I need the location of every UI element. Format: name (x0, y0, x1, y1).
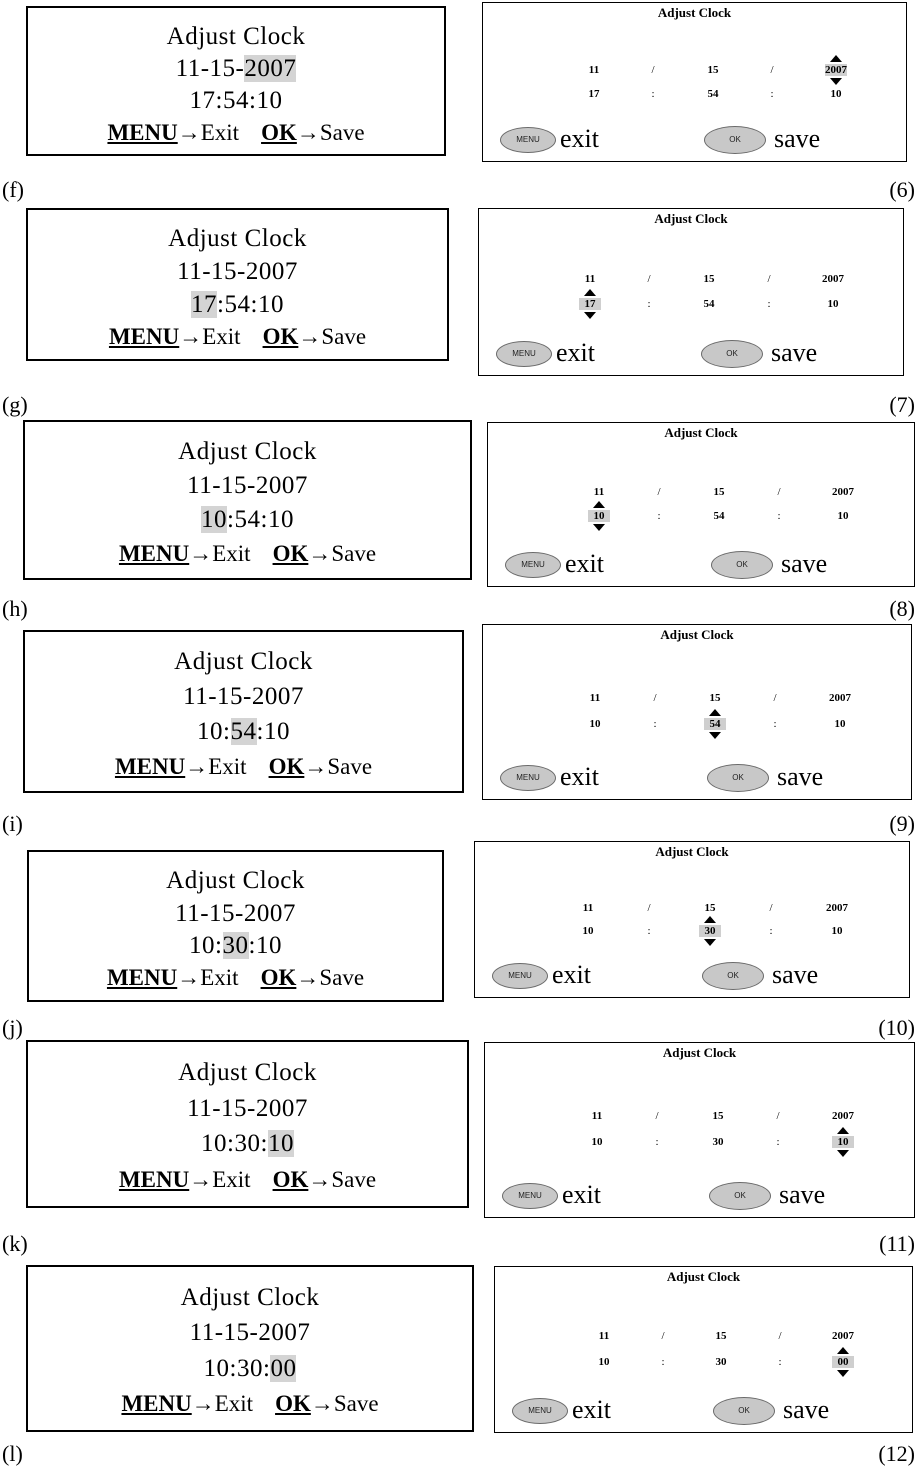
save-label: Save (331, 541, 377, 567)
screen-title: Adjust Clock (664, 425, 738, 440)
lcd-time-text: 10: (189, 932, 223, 960)
lcd-date (28, 1094, 467, 1124)
date-separator: / (767, 273, 771, 285)
menu-key-label: MENU (114, 753, 186, 779)
save-label: save (772, 960, 819, 989)
arrow-glyph: → (304, 753, 328, 779)
menu-button[interactable]: MENU (500, 127, 556, 153)
lcd-title (28, 224, 447, 254)
time-separator: : (769, 925, 773, 937)
lcd-title-text: Adjust Clock (178, 437, 317, 465)
lcd-time-highlight: 10 (201, 506, 228, 534)
date-separator: / (651, 64, 655, 76)
figure-caption-left: (f) (2, 177, 24, 202)
screen-title: Adjust Clock (660, 627, 734, 642)
up-arrow-icon[interactable] (584, 289, 596, 296)
lcd-date (29, 899, 442, 929)
lcd-date-highlight: 2007 (244, 55, 297, 82)
figure-caption-left: (j) (2, 1015, 23, 1040)
lcd-date-text: 11-15-2007 (187, 472, 308, 500)
figure-caption-left: (k) (2, 1231, 28, 1256)
save-label: save (771, 338, 818, 367)
down-arrow-icon[interactable] (704, 939, 716, 946)
date-separator: / (655, 1110, 659, 1122)
ok-button[interactable]: OK (702, 962, 764, 990)
lcd-footer (25, 752, 462, 782)
menu-key-label: MENU (118, 1167, 190, 1193)
date-separator: / (777, 486, 781, 498)
menu-key-label: MENU (108, 324, 180, 350)
screen-year-value: 2007 (822, 273, 844, 285)
date-separator: / (769, 902, 773, 914)
screen-year-value: 2007 (832, 486, 854, 498)
lcd-date (25, 682, 462, 712)
down-arrow-icon[interactable] (837, 1150, 849, 1157)
device-screen (484, 1042, 915, 1218)
lcd-title (29, 866, 442, 896)
screen-day-value: 15 (713, 486, 725, 498)
menu-key-label: MENU (118, 541, 190, 567)
time-separator: : (661, 1356, 665, 1368)
lcd-time-highlight: 00 (270, 1354, 297, 1382)
save-label: Save (331, 1167, 377, 1193)
figure-caption-right: (12) (878, 1441, 915, 1466)
lcd-time-text-after: :54:10 (227, 506, 294, 534)
arrow-glyph: → (191, 1391, 215, 1417)
device-screen (482, 2, 907, 162)
lcd-title-text: Adjust Clock (180, 1283, 320, 1311)
lcd-date (28, 257, 447, 287)
lcd-footer (28, 322, 447, 352)
screen-title: Adjust Clock (666, 1269, 741, 1284)
arrow-glyph: → (308, 1167, 332, 1193)
lcd-title (28, 1283, 472, 1313)
screen-second-value: 10 (834, 718, 846, 730)
lcd-title (25, 647, 462, 677)
time-separator: : (651, 88, 655, 100)
arrow-glyph: → (310, 1391, 334, 1417)
lcd-date-text: 11-15- (175, 55, 245, 82)
screen-title: Adjust Clock (655, 844, 729, 859)
screen-hour-value[interactable]: 17 (579, 298, 601, 310)
lcd-title-text: Adjust Clock (166, 867, 305, 895)
figure-caption-left: (g) (2, 392, 28, 417)
lcd-time-highlight: 17 (191, 290, 218, 318)
device-screen (482, 624, 912, 800)
lcd-title-text: Adjust Clock (178, 1058, 317, 1086)
lcd-footer (28, 118, 444, 148)
lcd-time-text: 10:30: (201, 1130, 268, 1158)
lcd-footer (28, 1165, 467, 1195)
exit-label: Exit (208, 753, 247, 779)
lcd-date (28, 1318, 472, 1348)
exit-label: exit (560, 762, 599, 791)
lcd-time (28, 1354, 472, 1384)
lcd-panel (27, 850, 444, 1002)
ok-button[interactable]: OK (709, 1182, 771, 1210)
menu-button[interactable]: MENU (505, 552, 561, 578)
date-separator: / (776, 1110, 780, 1122)
save-label: Save (321, 324, 367, 350)
date-separator: / (647, 902, 651, 914)
arrow-glyph: → (185, 753, 209, 779)
lcd-title-text: Adjust Clock (166, 23, 306, 50)
screen-year-value: 2007 (832, 1110, 854, 1122)
figure-caption-right: (10) (878, 1015, 915, 1040)
date-separator: / (653, 692, 657, 704)
lcd-date-text: 11-15-2007 (183, 682, 304, 710)
save-label: Save (319, 965, 365, 991)
lcd-time-text-after: :10 (256, 717, 290, 745)
screen-month-value: 11 (588, 64, 600, 76)
screen-minute-value: 30 (712, 1136, 724, 1148)
save-label: save (777, 762, 824, 791)
exit-label: exit (565, 549, 604, 578)
time-separator: : (767, 298, 771, 310)
save-label: Save (333, 1391, 379, 1417)
time-separator: : (655, 1136, 659, 1148)
date-separator: / (647, 273, 651, 285)
lcd-time-highlight: 54 (230, 717, 257, 745)
time-separator: : (647, 298, 651, 310)
lcd-title-text: Adjust Clock (174, 648, 313, 676)
ok-button[interactable]: OK (704, 126, 766, 154)
lcd-panel (26, 6, 446, 156)
lcd-footer (28, 1389, 472, 1419)
lcd-panel (23, 420, 472, 580)
screen-year-value: 2007 (826, 902, 848, 914)
screen-title: Adjust Clock (662, 1045, 737, 1060)
up-arrow-icon[interactable] (704, 916, 716, 923)
time-separator: : (773, 718, 777, 730)
save-label: Save (327, 753, 373, 779)
menu-key-label: MENU (107, 120, 178, 145)
exit-label: Exit (212, 1167, 251, 1193)
screen-hour-value: 17 (588, 88, 600, 100)
lcd-time (28, 1129, 467, 1159)
down-arrow-icon[interactable] (830, 78, 842, 85)
lcd-date-text: 11-15-2007 (187, 1094, 308, 1122)
save-label: save (783, 1395, 830, 1424)
screen-day-value: 15 (715, 1330, 727, 1342)
figure-caption-left: (i) (2, 811, 23, 836)
ok-button[interactable]: OK (701, 340, 763, 368)
exit-label: Exit (200, 965, 239, 991)
menu-button[interactable]: MENU (500, 765, 556, 791)
lcd-title (25, 437, 470, 467)
screen-second-value: 10 (837, 510, 849, 522)
save-label: save (781, 549, 828, 578)
lcd-time-text: 17:54:10 (189, 87, 283, 114)
lcd-footer (25, 539, 470, 569)
screen-day-value: 15 (712, 1110, 724, 1122)
screen-title: Adjust Clock (654, 211, 728, 226)
screen-month-value: 11 (598, 1330, 610, 1342)
lcd-time (25, 717, 462, 747)
screen-hour-value: 10 (591, 1136, 603, 1148)
figure-caption-right: (9) (889, 811, 915, 836)
menu-button[interactable]: MENU (492, 963, 548, 989)
figure-caption-right: (8) (889, 596, 915, 621)
screen-minute-value: 54 (703, 298, 715, 310)
figure-caption-right: (6) (889, 177, 915, 202)
ok-key-label: OK (260, 965, 297, 991)
down-arrow-icon[interactable] (584, 312, 596, 319)
date-separator: / (657, 486, 661, 498)
screen-day-value: 15 (707, 64, 719, 76)
date-separator: / (773, 692, 777, 704)
screen-minute-value: 54 (713, 510, 725, 522)
up-arrow-icon[interactable] (593, 501, 605, 508)
device-screen (487, 422, 915, 587)
screen-second-value: 10 (831, 925, 843, 937)
lcd-date (25, 471, 470, 501)
screen-minute-value: 30 (715, 1356, 727, 1368)
screen-day-value: 15 (709, 692, 721, 704)
screen-minute-value: 54 (707, 88, 719, 100)
lcd-date-text: 11-15-2007 (175, 899, 296, 927)
screen-hour-value: 10 (589, 718, 601, 730)
ok-button[interactable]: OK (707, 764, 769, 792)
lcd-time-text-after: :10 (248, 932, 282, 960)
exit-label: exit (552, 960, 591, 989)
time-separator: : (647, 925, 651, 937)
lcd-time-highlight: 30 (222, 932, 249, 960)
lcd-time (28, 86, 444, 116)
time-separator: : (777, 510, 781, 522)
save-label: save (779, 1180, 826, 1209)
screen-minute-value[interactable]: 30 (699, 925, 721, 937)
time-separator: : (770, 88, 774, 100)
lcd-date-text: 11-15-2007 (177, 257, 298, 285)
lcd-panel (23, 630, 464, 793)
screen-second-value[interactable]: 10 (832, 1136, 854, 1148)
screen-month-value: 11 (584, 273, 596, 285)
screen-title: Adjust Clock (657, 5, 732, 20)
ok-button[interactable]: OK (711, 551, 773, 579)
screen-day-value: 15 (703, 273, 715, 285)
screen-hour-value: 10 (582, 925, 594, 937)
date-separator: / (770, 64, 774, 76)
lcd-time-text: 10: (197, 717, 231, 745)
time-separator: : (776, 1136, 780, 1148)
screen-month-value: 11 (593, 486, 605, 498)
figure-caption-left: (h) (2, 596, 28, 621)
screen-year-value: 2007 (829, 692, 851, 704)
exit-label: exit (572, 1395, 611, 1424)
screen-second-value: 10 (827, 298, 839, 310)
screen-second-value[interactable]: 00 (832, 1356, 854, 1368)
ok-key-label: OK (272, 1167, 309, 1193)
screen-month-value: 11 (582, 902, 594, 914)
arrow-glyph: → (298, 324, 322, 350)
save-label: save (774, 124, 821, 153)
device-screen (494, 1266, 913, 1433)
screen-month-value: 11 (591, 1110, 603, 1122)
arrow-glyph: → (177, 965, 201, 991)
ok-key-label: OK (275, 1391, 311, 1417)
lcd-panel (26, 208, 449, 361)
screen-hour-value[interactable]: 10 (588, 510, 610, 522)
arrow-glyph: → (189, 541, 213, 567)
lcd-footer (29, 963, 442, 993)
arrow-glyph: → (177, 120, 201, 145)
screen-year-value: 2007 (832, 1330, 854, 1342)
down-arrow-icon[interactable] (709, 732, 721, 739)
ok-key-label: OK (261, 120, 297, 145)
ok-key-label: OK (262, 324, 299, 350)
lcd-time-text-after: :54:10 (217, 290, 284, 318)
lcd-time (29, 931, 442, 961)
date-separator: / (778, 1330, 782, 1342)
screen-second-value: 10 (830, 88, 842, 100)
ok-key-label: OK (272, 541, 309, 567)
arrow-glyph: → (308, 541, 332, 567)
menu-key-label: MENU (106, 965, 178, 991)
device-screen (474, 841, 910, 998)
screen-month-value: 11 (589, 692, 601, 704)
lcd-title-text: Adjust Clock (168, 225, 307, 253)
arrow-glyph: → (189, 1167, 213, 1193)
exit-label: Exit (200, 120, 240, 145)
arrow-glyph: → (296, 120, 320, 145)
up-arrow-icon[interactable] (837, 1127, 849, 1134)
menu-button[interactable]: MENU (512, 1398, 568, 1424)
menu-key-label: MENU (121, 1391, 192, 1417)
exit-label: exit (562, 1180, 601, 1209)
lcd-time (28, 290, 447, 320)
up-arrow-icon[interactable] (709, 709, 721, 716)
exit-label: exit (556, 338, 595, 367)
menu-button[interactable]: MENU (502, 1183, 558, 1209)
down-arrow-icon[interactable] (593, 524, 605, 531)
exit-label: Exit (214, 1391, 254, 1417)
screen-day-value: 15 (704, 902, 716, 914)
date-separator: / (661, 1330, 665, 1342)
time-separator: : (653, 718, 657, 730)
exit-label: Exit (212, 541, 251, 567)
ok-key-label: OK (268, 753, 305, 779)
up-arrow-icon[interactable] (830, 55, 842, 62)
up-arrow-icon[interactable] (837, 1347, 849, 1354)
exit-label: exit (560, 124, 599, 153)
lcd-title (28, 1058, 467, 1088)
save-label: Save (319, 120, 365, 145)
figure-caption-left: (l) (2, 1441, 23, 1466)
down-arrow-icon[interactable] (837, 1370, 849, 1377)
arrow-glyph: → (179, 324, 203, 350)
screen-year-value[interactable]: 2007 (825, 64, 847, 76)
ok-button[interactable]: OK (713, 1397, 775, 1425)
lcd-date-text: 11-15-2007 (189, 1319, 311, 1347)
device-screen (478, 208, 904, 376)
menu-button[interactable]: MENU (496, 341, 552, 367)
figure-caption-right: (7) (889, 392, 915, 417)
time-separator: : (778, 1356, 782, 1368)
lcd-time-highlight: 10 (267, 1130, 294, 1158)
arrow-glyph: → (296, 965, 320, 991)
lcd-time-text: 10:30: (203, 1354, 271, 1382)
figure-caption-right: (11) (879, 1231, 915, 1256)
lcd-date (28, 54, 444, 84)
time-separator: : (657, 510, 661, 522)
screen-hour-value: 10 (598, 1356, 610, 1368)
lcd-panel (26, 1265, 474, 1432)
lcd-time (25, 505, 470, 535)
exit-label: Exit (202, 324, 241, 350)
lcd-panel (26, 1040, 469, 1208)
lcd-title (28, 22, 444, 52)
screen-minute-value[interactable]: 54 (704, 718, 726, 730)
